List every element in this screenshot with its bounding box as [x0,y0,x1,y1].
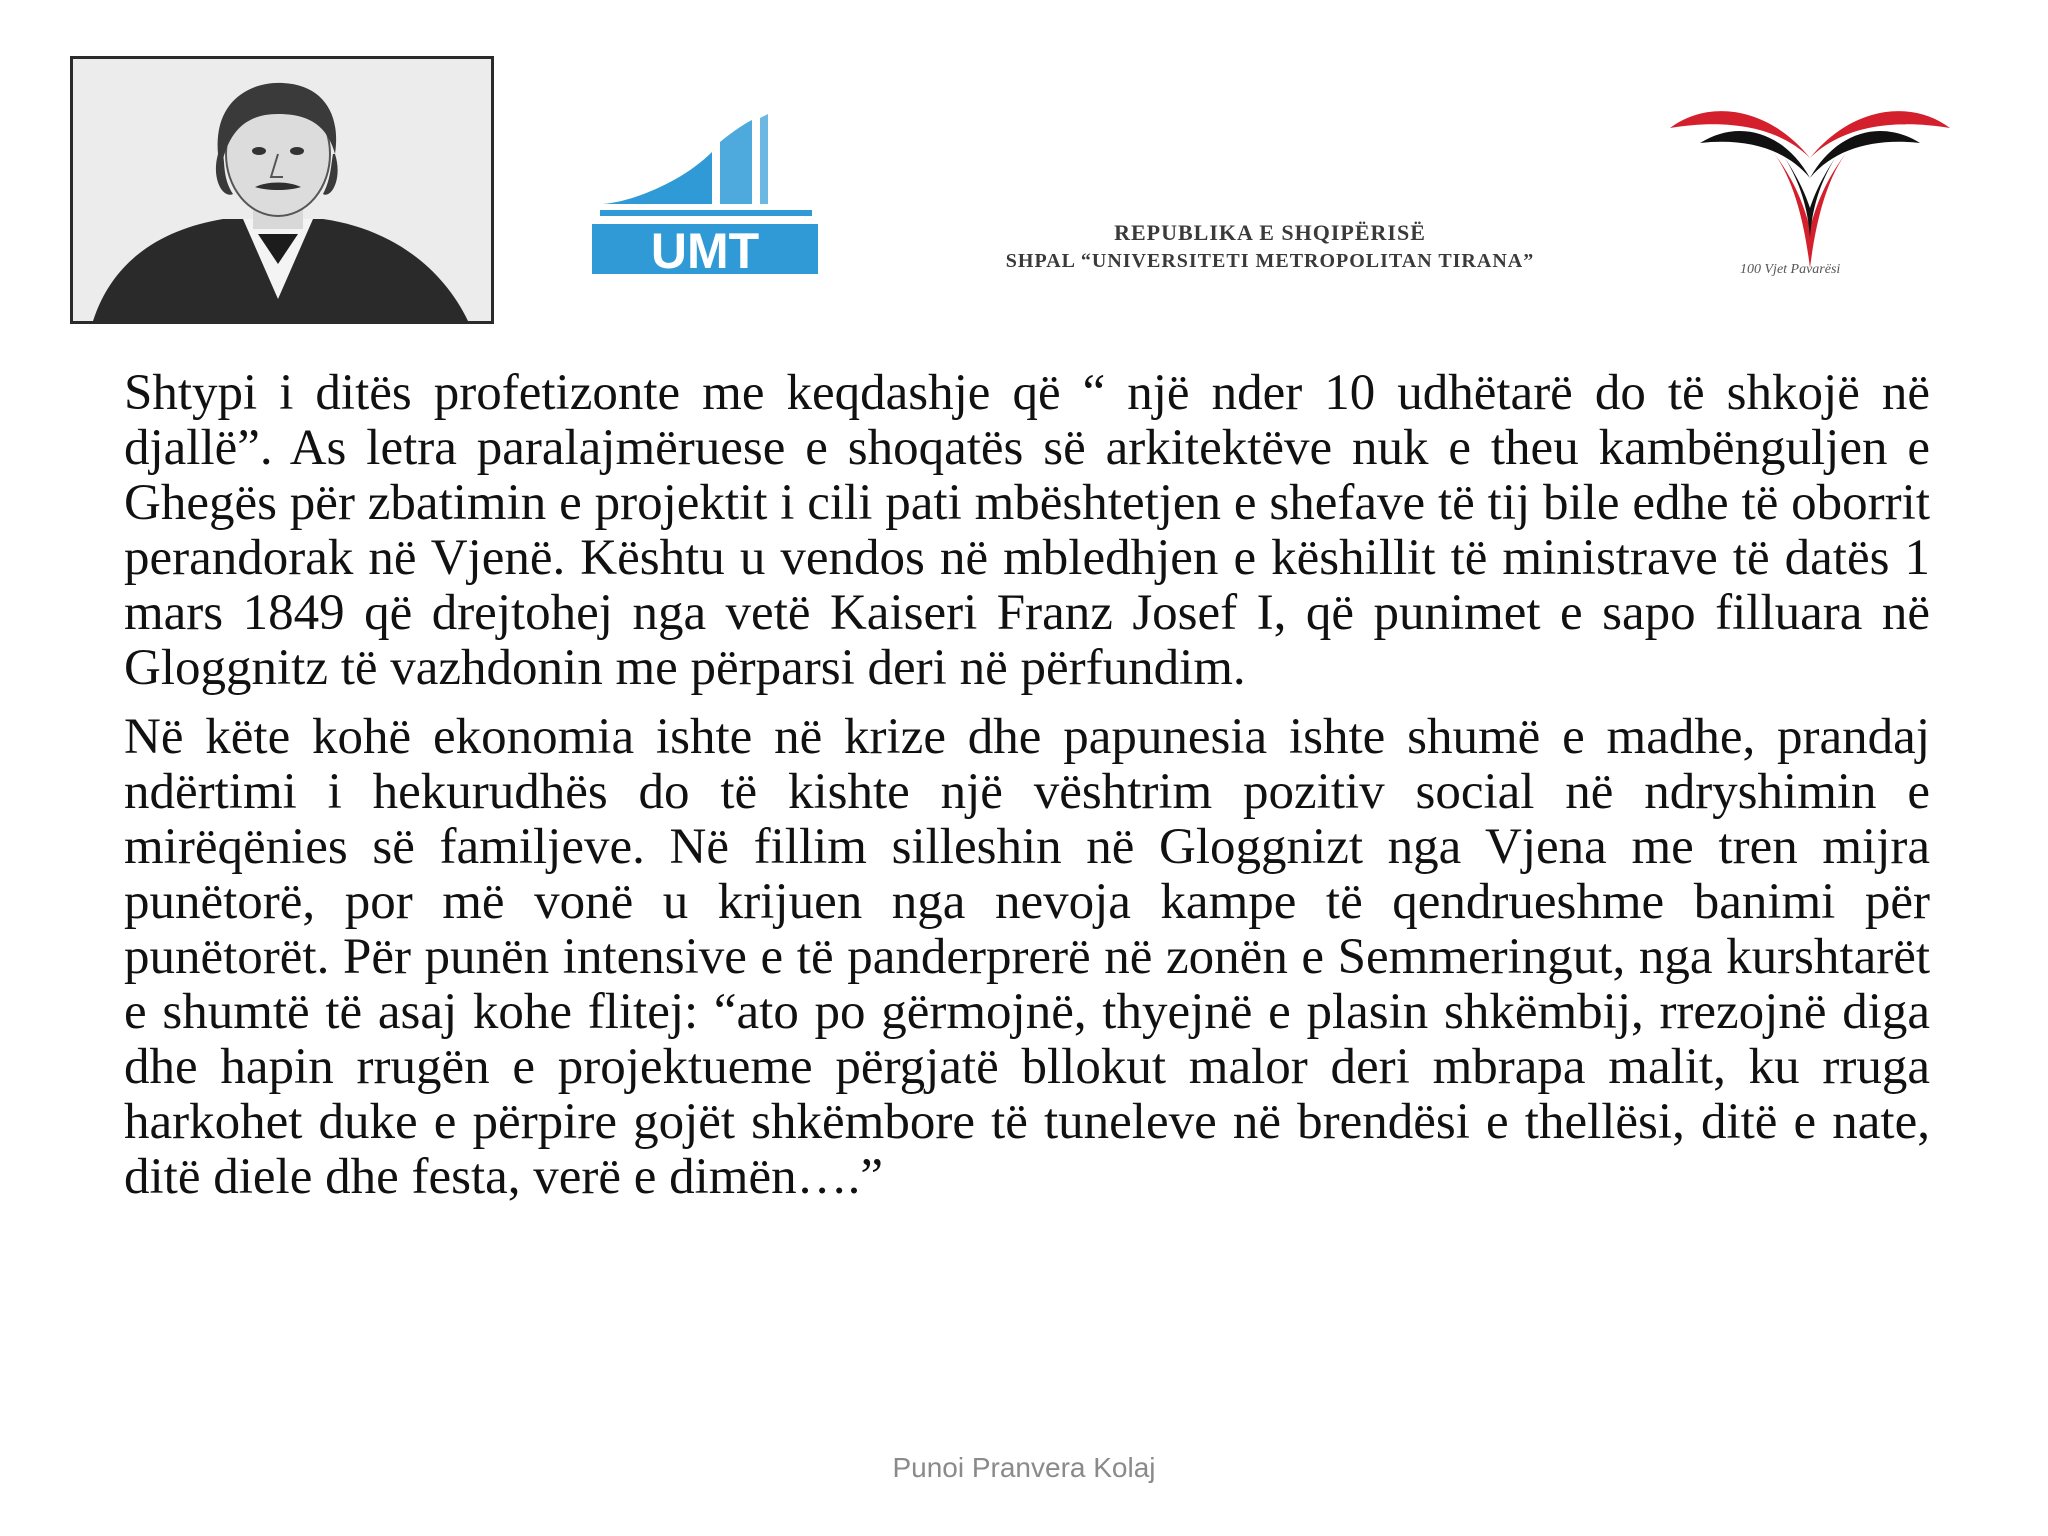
portrait-illustration [73,59,491,321]
institution-header [880,220,1660,273]
slide-body [124,366,1930,1219]
centenary-caption: 100 Vjet Pavarësi [1740,262,1841,277]
umt-logo-text: UMT [650,223,760,279]
republic-title: REPUBLIKA E SHQIPËRISË [1114,220,1426,245]
umt-logo-graphic [592,112,818,288]
portrait-image [70,56,494,324]
umt-logo [592,112,818,288]
paragraph-1: Shtypi i ditës profetizonte me keqdashje që “ një nder 10 udhëtarë do të shkojë në djallë”. As letra paralajmëruese e shoqatës së arkitektëve nuk e theu kambënguljen e Ghegës për zbatimin e projektit i cili pati mbështetjen e shefave të tij bile edhe të oborrit perandorak në Vjenë. Kështu u vendos në mbledhjen e këshillit të ministrave të datës 1 mars 1849 që drejtohej nga vetë Kaiseri Franz Josef I, që punimet e sapo filluara në Gloggnitz të vazhdonin me përparsi deri në përfundim. [124,365,1930,696]
footer-credit: Punoi Pranvera Kolaj [892,1452,1156,1483]
university-title: SHPAL “UNIVERSITETI METROPOLITAN TIRANA” [1005,250,1535,272]
paragraph-2: Në këte kohë ekonomia ishte në krize dhe papunesia ishte shumë e madhe, prandaj ndërtimi i hekurudhës do të kishte një vështrim pozitiv social në ndryshimin e mirëqënies së familjeve. Në fillim silleshin në Gloggnizt nga Vjena me tren mijra punëtorë, por më vonë u krijuen nga nevoja kampe të qendrueshme banimi për punëtorët. Për punën intensive e të panderprerë në zonën e Semmeringut, nga kurshtarët e shumtë të asaj kohe flitej: “ato po gërmojnë, thyejnë e plasin shkëmbij, rrezojnë diga dhe hapin rrugën e projektueme përgjatë bllokut malor deri mbrapa malit, ku rruga harkohet duke e përpire gojët shkëmbore të tuneleve në brendësi e thellësi, ditë e nate, ditë diele dhe festa, verë e dimën….” [124,709,1930,1205]
